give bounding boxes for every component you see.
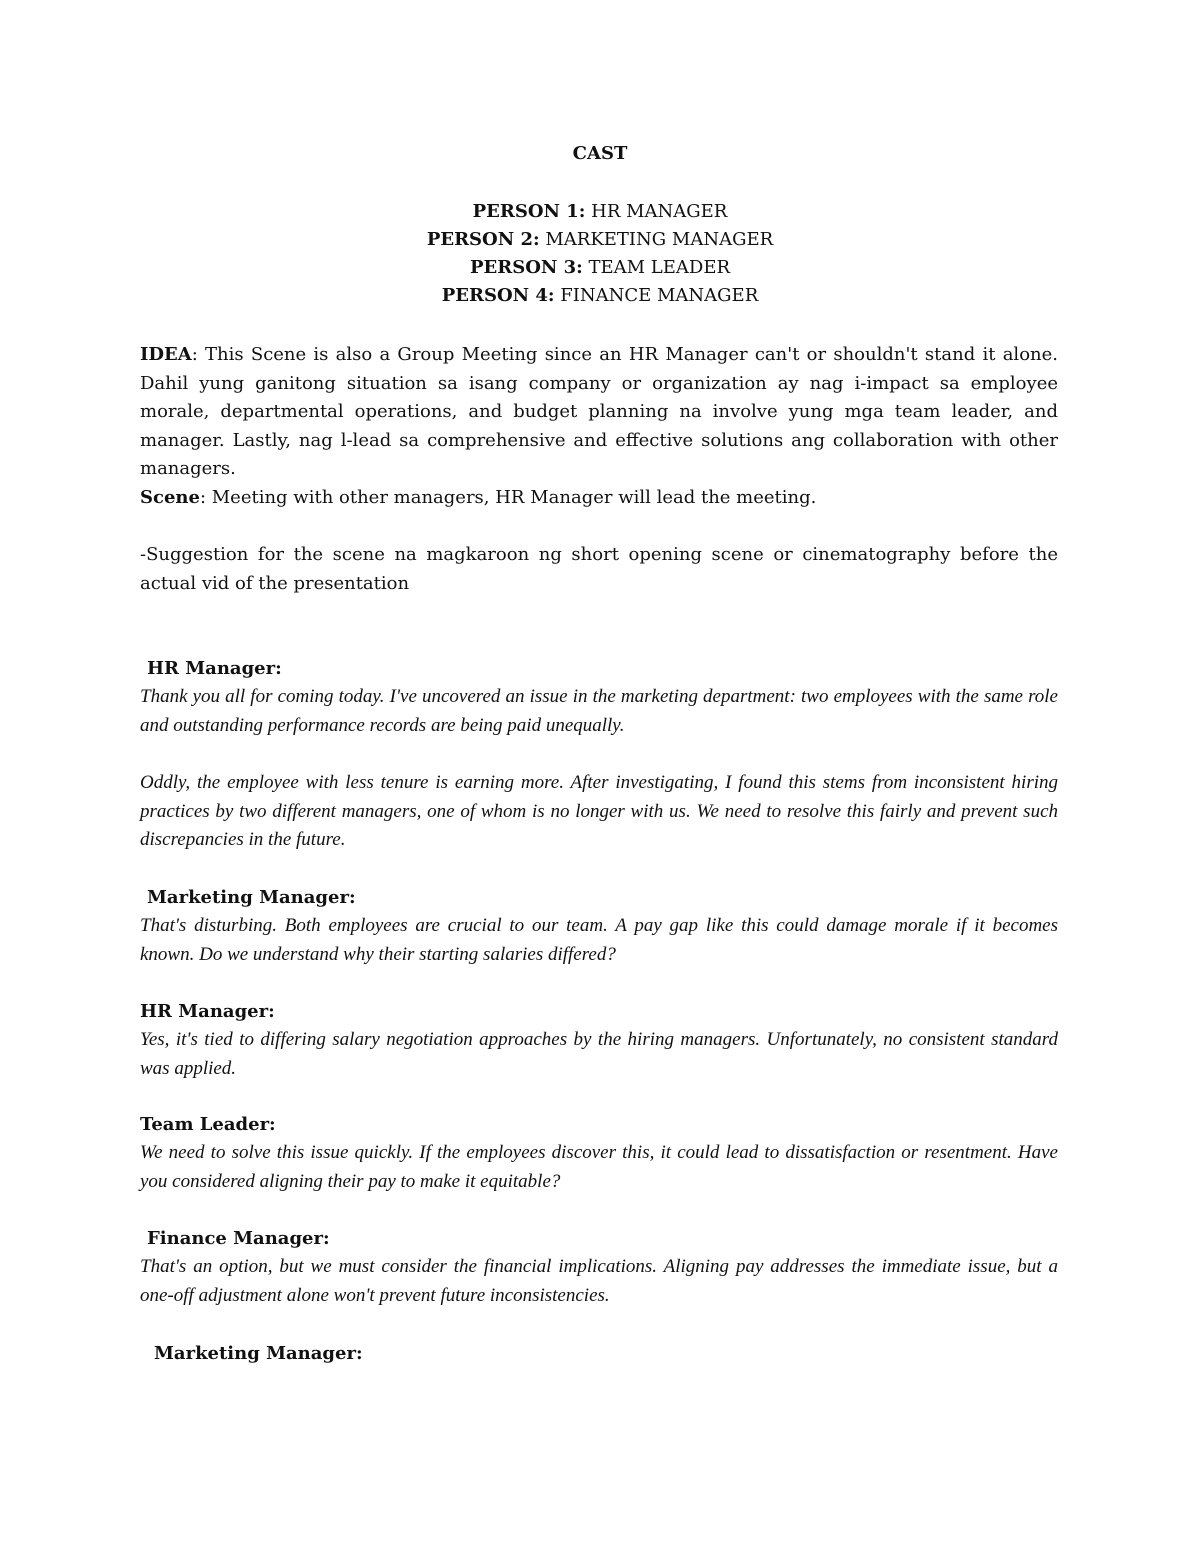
- cast-label: PERSON 2:: [426, 229, 540, 250]
- speaker-name: HR Manager:: [140, 1001, 275, 1022]
- cast-role: FINANCE MANAGER: [560, 285, 759, 306]
- dialogue-line: Oddly, the employee with less tenure is earning more. After investigating, I found this stems from inconsistent hiring practices by two different managers, one of whom is no longer with us. We need to resolve this fairly and prevent such discrepancies in the future.: [140, 772, 1058, 851]
- dialogue-line: That's disturbing. Both employees are crucial to our team. A pay gap like this could damage morale if it becomes known. Do we understand why their starting salaries differed?: [140, 915, 1058, 965]
- cast-item: [0, 254, 1200, 282]
- speaker-name: Marketing Manager:: [147, 887, 356, 908]
- scene-paragraph: [140, 484, 1058, 513]
- cast-role: MARKETING MANAGER: [545, 229, 774, 250]
- cast-label: PERSON 1:: [472, 201, 586, 222]
- speaker-name: HR Manager:: [147, 658, 282, 679]
- cast-item: [0, 198, 1200, 226]
- idea-text: : This Scene is also a Group Meeting since an HR Manager can't or shouldn't stand it alone. Dahil yung ganitong situation sa isang company or organization ay nag i-impact sa employee morale, departmental operations, and budget planning na involve yung mga team leader, and manager. Lastly, nag l-lead sa comprehensive and effective solutions ang collaboration with other managers.: [140, 344, 1058, 480]
- cast-role: TEAM LEADER: [588, 257, 731, 278]
- cast-label: PERSON 4:: [441, 285, 555, 306]
- dialogue-line: That's an option, but we must consider the financial implications. Aligning pay addresses the immediate issue, but a one-off adjustment alone won't prevent future inconsistencies.: [140, 1256, 1058, 1306]
- cast-role: HR MANAGER: [591, 201, 728, 222]
- dialogue-line: We need to solve this issue quickly. If the employees discover this, it could lead to dissatisfaction or resentment. Have you considered aligning their pay to make it equitable?: [140, 1142, 1058, 1192]
- dialogue-line: Yes, it's tied to differing salary negotiation approaches by the hiring managers. Unfortunately, no consistent standard was applied.: [140, 1029, 1058, 1079]
- cast-label: PERSON 3:: [469, 257, 583, 278]
- speaker-name: Team Leader:: [140, 1114, 276, 1135]
- scene-label: Scene: [140, 487, 200, 508]
- speaker-name: Finance Manager:: [147, 1228, 330, 1249]
- cast-item: [0, 282, 1200, 310]
- idea-paragraph: [140, 341, 1058, 484]
- cast-item: [0, 226, 1200, 254]
- suggestion-paragraph: -Suggestion for the scene na magkaroon ng short opening scene or cinematography before the actual vid of the presentation: [140, 544, 1058, 594]
- speaker-name: Marketing Manager:: [154, 1343, 363, 1364]
- idea-label: IDEA: [140, 344, 192, 365]
- dialogue-line: Thank you all for coming today. I've uncovered an issue in the marketing department: two employees with the same role and outstanding performance records are being paid unequally.: [140, 686, 1058, 736]
- scene-text: : Meeting with other managers, HR Manager will lead the meeting.: [199, 487, 817, 508]
- page-title: CAST: [572, 143, 628, 164]
